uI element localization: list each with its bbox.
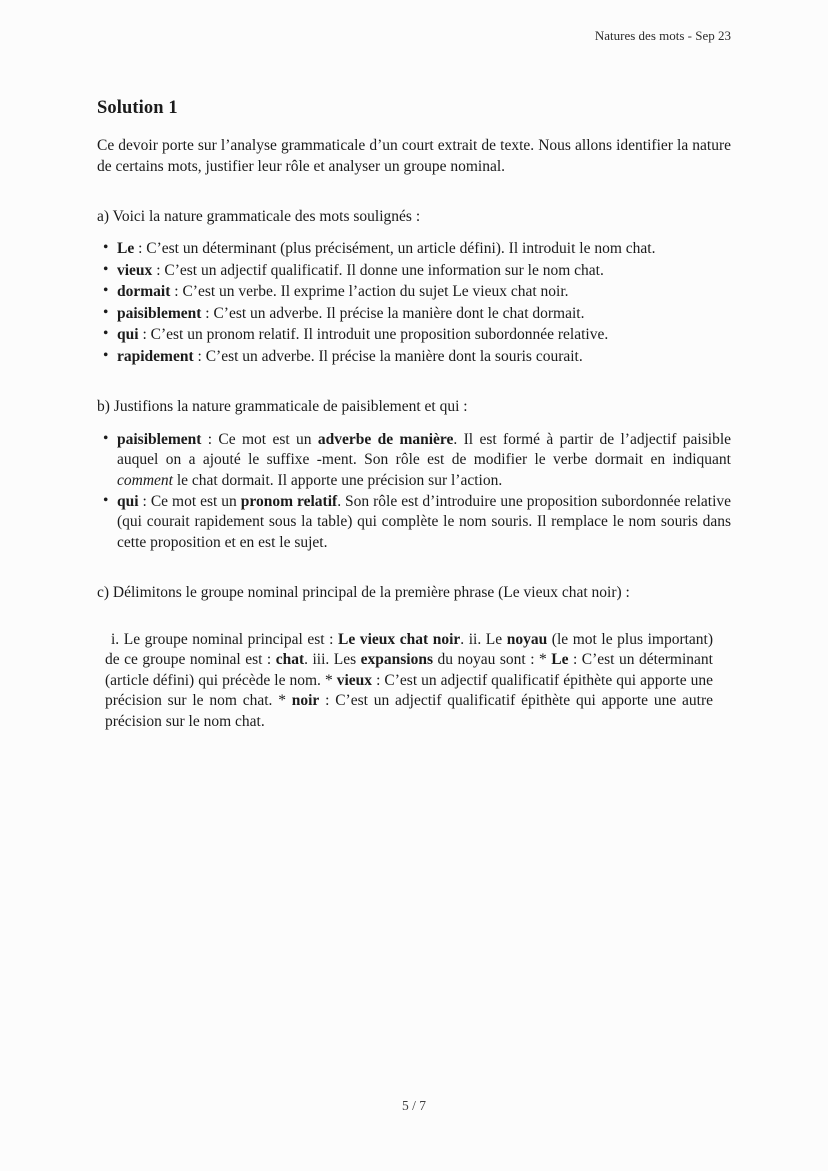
section-a (97, 207, 731, 367)
section-a-heading: a) Voici la nature grammaticale des mots soulignés : (97, 207, 421, 225)
section-b-list (97, 430, 731, 554)
list-item: • Le : C’est un déterminant (plus précisément, un article défini). Il introduit le nom chat. (97, 239, 731, 259)
list-item: • qui : C’est un pronom relatif. Il introduit une proposition subordonnée relative. (97, 325, 731, 345)
header-text: Natures des mots - Sep 23 (594, 28, 731, 43)
page-number: 5 / 7 (401, 1098, 426, 1114)
section-b-heading: b) Justifions la nature grammaticale de paisiblement et qui : (97, 398, 468, 416)
section-c-heading: c) Délimitons le groupe nominal principal de la première phrase (Le vieux chat noir) : (97, 584, 630, 602)
list-item: • rapidement : C’est un adverbe. Il précise la manière dont la souris courait. (97, 347, 731, 367)
list-item: • dormait : C’est un verbe. Il exprime l’action du sujet Le vieux chat noir. (97, 282, 731, 302)
list-item: • vieux : C’est un adjectif qualificatif. Il donne une information sur le nom chat. (97, 261, 731, 281)
list-item: • qui : Ce mot est un pronom relatif. Son rôle est d’introduire une proposition subordonnée relative (qui courait rapidement sous la table) qui complète le nom souris. Il remplace le nom souris dans cette proposition et en est le sujet. (97, 492, 731, 553)
page-title: Solution 1 (97, 97, 178, 118)
page-header (97, 28, 731, 45)
section-a-list (97, 239, 731, 367)
list-item: • paisiblement : Ce mot est un adverbe de manière. Il est formé à partir de l’adjectif paisible auquel on a ajouté le suffixe -ment. Son rôle est de modifier le verbe dormait en indiquant comment le chat dormait. Il apporte une précision sur l’action. (97, 430, 731, 491)
section-b (97, 397, 731, 553)
section-c-paragraph: i. Le groupe nominal principal est : Le vieux chat noir. ii. Le noyau (le mot le plus important) de ce groupe nominal est : chat. iii. Les expansions du noyau sont : * Le : C’est un déterminant (article défini) qui précède le nom. * vieux : C’est un adjectif qualificatif épithète qui apporte une précision sur le nom chat. * noir : C’est un adjectif qualificatif épithète qui apporte une autre précision sur le nom chat. (105, 630, 714, 730)
page-footer (0, 1097, 828, 1115)
section-c (97, 583, 731, 732)
list-item: • paisiblement : C’est un adverbe. Il précise la manière dont le chat dormait. (97, 304, 731, 324)
intro-paragraph: Ce devoir porte sur l’analyse grammaticale d’un court extrait de texte. Nous allons identifier la nature de certains mots, justifier leur rôle et analyser un groupe nominal. (97, 137, 731, 175)
